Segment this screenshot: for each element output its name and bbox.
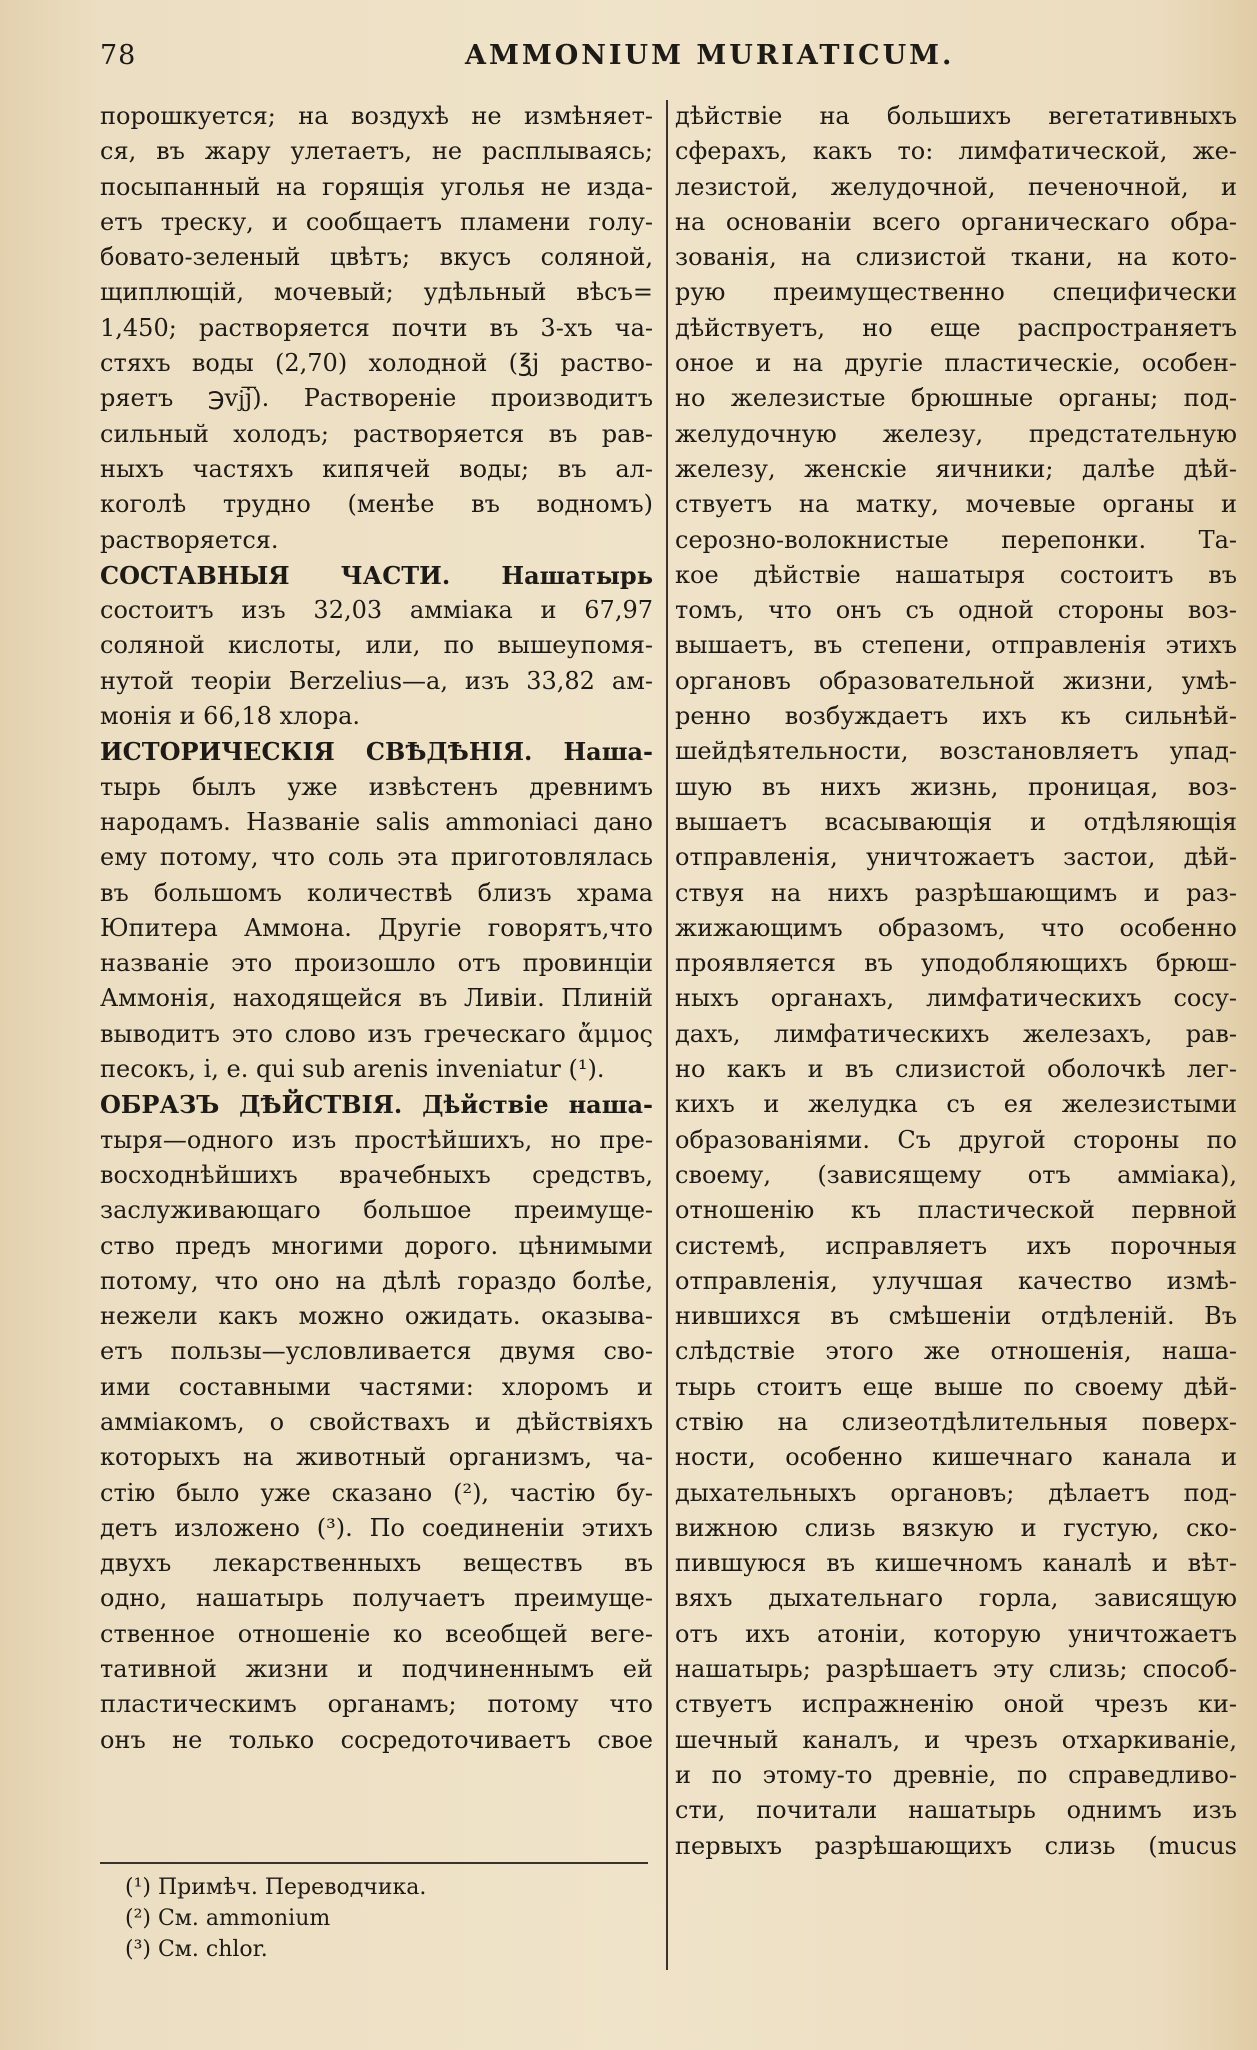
- text-line: ся, въ жару улетаетъ, не расплываясь;: [100, 137, 653, 166]
- text-line: бовато-зеленый цвѣтъ; вкусъ соляной,: [100, 243, 653, 272]
- text-line: 1,450; растворяется почти въ 3-хъ ча-: [100, 313, 653, 342]
- text-line: ИСТОРИЧЕСКІЯ СВѢДѢНІЯ. Наша-: [100, 737, 653, 767]
- text-line: шую въ нихъ жизнь, проницая, воз-: [675, 772, 1237, 801]
- text-line: тырь былъ уже извѣстенъ древнимъ: [100, 772, 653, 801]
- text-line: дыхательныхъ органовъ; дѣлаетъ под-: [675, 1478, 1237, 1507]
- text-line: народамъ. Названіе salis ammoniaci дано: [100, 807, 653, 836]
- text-line: Аммонія, находящейся въ Ливіи. Плиній: [100, 984, 653, 1013]
- text-line: нившихся въ смѣшеніи отдѣленій. Въ: [675, 1302, 1237, 1331]
- text-line: ствуетъ испражненію оной чрезъ ки-: [675, 1690, 1237, 1719]
- footnotes: [125, 1872, 645, 1965]
- text-line: вяхъ дыхательнаго горла, зависящую: [675, 1584, 1237, 1613]
- text-line: зованія, на слизистой ткани, на кото-: [675, 243, 1237, 272]
- text-line: железу, женскіе яичники; далѣе дѣй-: [675, 454, 1237, 483]
- text-line: отъ ихъ атоніи, которую уничтожаетъ: [675, 1619, 1237, 1648]
- text-line: ОБРАЗЪ ДѢЙСТВІЯ. Дѣйствіе наша-: [100, 1090, 653, 1120]
- text-line: детъ изложено (³). По соединеніи этихъ: [100, 1513, 653, 1542]
- text-line: нашатырь; разрѣшаетъ эту слизь; способ-: [675, 1655, 1237, 1684]
- text-line: вижною слизь вязкую и густую, ско-: [675, 1513, 1237, 1542]
- text-line: ствуетъ на матку, мочевые органы и: [675, 490, 1237, 519]
- text-line: сферахъ, какъ то: лимфатической, же-: [675, 137, 1237, 166]
- text-line: отправленія, улучшая качество измѣ-: [675, 1266, 1237, 1295]
- text-line: состоитъ изъ 32,03 амміака и 67,97: [100, 596, 653, 625]
- text-line: тырь стоитъ еще выше по своему дѣй-: [675, 1372, 1237, 1401]
- text-line: нутой теоріи Berzelius—а, изъ 33,82 ам-: [100, 666, 653, 695]
- text-line: дѣйствуетъ, но еще распространяетъ: [675, 313, 1237, 342]
- text-line: органовъ образовательной жизни, умѣ-: [675, 666, 1237, 695]
- text-line: слѣдствіе этого же отношенія, наша-: [675, 1337, 1237, 1366]
- text-line: томъ, что онъ съ одной стороны воз-: [675, 596, 1237, 625]
- text-line: на основаніи всего органическаго обра-: [675, 207, 1237, 236]
- text-line: етъ треску, и сообщаетъ пламени голу-: [100, 207, 653, 236]
- text-line: пившуюся въ кишечномъ каналѣ и вѣт-: [675, 1549, 1237, 1578]
- text-line: дѣйствіе на большихъ вегетативныхъ: [675, 102, 1237, 130]
- column-divider: [666, 100, 668, 1970]
- text-line: порошкуется; на воздухѣ не измѣняет-: [100, 102, 653, 130]
- running-title: AMMONIUM MURIATICUM.: [465, 40, 955, 71]
- text-line: щиплющій, мочевый; удѣльный вѣсъ=: [100, 278, 653, 307]
- text-line: растворяется.: [100, 525, 279, 554]
- text-line: ственное отношеніе ко всеобщей веге-: [100, 1619, 653, 1648]
- text-line: названіе это произошло отъ провинціи: [100, 949, 653, 978]
- text-line: ныхъ частяхъ кипячей воды; въ ал-: [100, 454, 653, 483]
- text-line: соляной кислоты, или, по вышеупомя-: [100, 631, 653, 660]
- text-line: восходнѣйшихъ врачебныхъ средствъ,: [100, 1160, 653, 1189]
- right-column: [675, 99, 1237, 1864]
- text-line: оное и на другіе пластическіе, особен-: [675, 349, 1237, 378]
- text-line: системѣ, исправляетъ ихъ порочныя: [675, 1231, 1237, 1260]
- text-line: серозно-волокнистые перепонки. Та-: [675, 525, 1237, 554]
- text-line: шечный каналъ, и чрезъ отхаркиваніе,: [675, 1725, 1237, 1754]
- text-line: стію было уже сказано (²), частію бу-: [100, 1478, 653, 1507]
- text-line: выводитъ это слово изъ греческаго ἄμμος: [100, 1019, 653, 1048]
- text-line: СОСТАВНЫЯ ЧАСТИ. Нашатырь: [100, 560, 653, 590]
- text-line: но какъ и въ слизистой оболочкѣ лег-: [675, 1055, 1237, 1084]
- text-line: посыпанный на горящія уголья не изда-: [100, 172, 653, 201]
- text-line: первыхъ разрѣшающихъ слизь (mucus: [675, 1831, 1237, 1860]
- text-line: заслуживающаго большое преимуще-: [100, 1196, 653, 1225]
- text-line: пластическимъ органамъ; потому что: [100, 1690, 653, 1719]
- text-line: лезистой, желудочной, печеночной, и: [675, 172, 1237, 201]
- text-line: кое дѣйствіе нашатыря состоитъ въ: [675, 560, 1237, 589]
- text-line: въ большомъ количествѣ близъ храма: [100, 878, 653, 907]
- text-line: отношенію къ пластической первной: [675, 1196, 1237, 1225]
- text-line: ими составными частями: хлоромъ и: [100, 1372, 653, 1401]
- text-line: но железистые брюшные органы; под-: [675, 384, 1237, 413]
- text-line: потому, что оно на дѣлѣ гораздо болѣе,: [100, 1266, 653, 1295]
- text-line: вышаетъ всасывающія и отдѣляющія: [675, 807, 1237, 836]
- text-line: шейдѣятельности, возстановляетъ упад-: [675, 737, 1237, 766]
- text-line: амміакомъ, о свойствахъ и дѣйствіяхъ: [100, 1407, 653, 1436]
- text-line: сти, почитали нашатырь однимъ изъ: [675, 1796, 1237, 1825]
- text-line: ствуя на нихъ разрѣшающимъ и раз-: [675, 878, 1237, 907]
- text-line: тативной жизни и подчиненнымъ ей: [100, 1655, 653, 1684]
- text-line: етъ пользы—условливается двумя сво-: [100, 1337, 653, 1366]
- text-line: проявляется въ уподобляющихъ брюш-: [675, 949, 1237, 978]
- text-line: коголѣ трудно (менѣе въ водномъ): [100, 490, 653, 519]
- text-line: рую преимущественно специфически: [675, 278, 1237, 307]
- footnote: (³) См. chlor.: [125, 1937, 268, 1962]
- text-line: тыря—одного изъ простѣйшихъ, но пре-: [100, 1125, 653, 1154]
- text-line: Юпитера Аммона. Другіе говорятъ,что: [100, 913, 653, 942]
- text-line: своему, (зависящему отъ амміака),: [675, 1160, 1237, 1189]
- text-line: онъ не только сосредоточиваетъ свое: [100, 1725, 653, 1754]
- text-line: кихъ и желудка съ ея железистыми: [675, 1090, 1237, 1119]
- text-line: одно, нашатырь получаетъ преимуще-: [100, 1584, 653, 1613]
- text-line: ности, особенно кишечнаго канала и: [675, 1443, 1237, 1472]
- text-line: ренно возбуждаетъ ихъ къ сильнѣй-: [675, 702, 1237, 731]
- left-column: [100, 99, 653, 1758]
- text-line: дахъ, лимфатическихъ железахъ, рав-: [675, 1019, 1237, 1048]
- text-line: песокъ, i, e. qui sub arenis inveniatur (¹).: [100, 1055, 605, 1084]
- text-line: ство предъ многими дорого. цѣнимыми: [100, 1231, 653, 1260]
- text-line: монія и 66,18 хлора.: [100, 702, 361, 731]
- text-line: ствію на слизеотдѣлительныя поверх-: [675, 1407, 1237, 1436]
- text-line: стяхъ воды (2,70) холодной (℥j раство-: [100, 349, 653, 378]
- text-line: жижающимъ образомъ, что особенно: [675, 913, 1237, 942]
- footnote-divider: [100, 1862, 648, 1864]
- text-line: двухъ лекарственныхъ веществъ въ: [100, 1549, 653, 1578]
- text-line: сильный холодъ; растворяется въ рав-: [100, 419, 653, 448]
- text-line: ряетъ ℈vj͞j). Раствореніе производитъ: [100, 384, 653, 413]
- text-line: вышаетъ, въ степени, отправленія этихъ: [675, 631, 1237, 660]
- text-line: отправленія, уничтожаетъ застои, дѣй-: [675, 843, 1237, 872]
- page-number: 78: [100, 40, 137, 71]
- text-line: ему потому, что соль эта приготовлялась: [100, 843, 653, 872]
- page-header: [100, 40, 1220, 80]
- text-line: которыхъ на животный организмъ, ча-: [100, 1443, 653, 1472]
- footnote: (¹) Примѣч. Переводчика.: [125, 1875, 427, 1900]
- text-line: и по этому-то древніе, по справедливо-: [675, 1760, 1237, 1789]
- footnote: (²) См. ammonium: [125, 1906, 331, 1931]
- text-line: нежели какъ можно ожидать. оказыва-: [100, 1302, 653, 1331]
- text-line: желудочную железу, предстательную: [675, 419, 1237, 448]
- text-line: образованіями. Съ другой стороны по: [675, 1125, 1237, 1154]
- text-line: ныхъ органахъ, лимфатическихъ сосу-: [675, 984, 1237, 1013]
